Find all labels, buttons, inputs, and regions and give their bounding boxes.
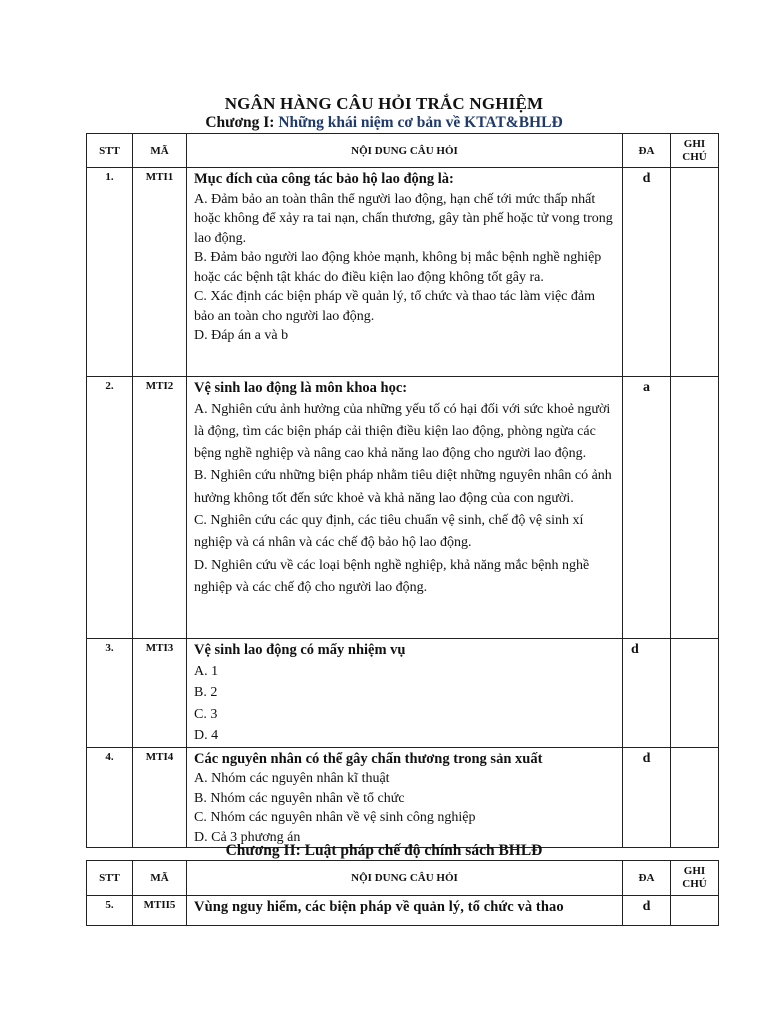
chapter-1-label: Chương I: [205,114,275,131]
header-ma: MÃ [133,861,187,896]
header-ghi-chu-line2: CHÚ [682,150,707,163]
row-ma: MTI2 [133,377,187,639]
question-text: Vệ sinh lao động có mấy nhiệm vụ [194,642,406,658]
row-note [671,168,719,377]
table-header-row [87,134,719,168]
row-stt: 3. [87,639,133,748]
table-header-row [87,861,719,896]
question-text: Vùng nguy hiểm, các biện pháp về quản lý, tổ chức và thao [194,899,564,915]
option-b: B. 2 [194,685,218,700]
header-da: ĐA [623,861,671,896]
header-ghi-chu-line1: GHI [683,137,706,150]
question-content [187,168,623,377]
option-d: D. Nghiên cứu về các loại bệnh nghề nghiệp, khả năng mắc bệnh nghề nghiệp và các chế độ cho người lao động. [194,557,590,595]
header-ghi-chu [671,861,719,896]
question-content [187,639,623,748]
chapter-1-name: Những khái niệm cơ bản về KTAT&BHLĐ [278,114,563,131]
option-b: B. Nhóm các nguyên nhân về tổ chức [194,790,405,806]
row-answer: d [623,168,671,377]
row-note [671,896,719,926]
table-row [87,377,719,639]
row-ma: MTI4 [133,747,187,848]
question-content [187,896,623,926]
option-a: A. 1 [194,663,219,679]
header-ghi-chu-line2: CHÚ [682,878,707,890]
row-answer: d [623,747,671,848]
row-stt: 4. [87,747,133,848]
question-content [187,747,623,848]
chapter-1-heading [0,114,768,132]
chapter-1-question-table [86,133,719,848]
option-c: C. Nhóm các nguyên nhân về vệ sinh công nghiệp [194,810,476,825]
row-note [671,377,719,639]
header-stt: STT [87,861,133,896]
option-c: C. Xác định các biện pháp về quản lý, tổ chức và thao tác làm việc đảm bảo an toàn cho người lao động. [194,289,595,324]
chapter-2-label: Chương II: [225,842,301,859]
header-ghi-chu-line1: GHI [683,865,706,877]
header-noi-dung: NỘI DUNG CÂU HỎI [187,134,623,168]
row-note [671,747,719,848]
document-title: NGÂN HÀNG CÂU HỎI TRẮC NGHIỆM [224,94,544,113]
table-row [87,896,719,926]
row-answer: d [623,639,671,748]
header-noi-dung: NỘI DUNG CÂU HỎI [187,861,623,896]
option-d: D. Đáp án a và b [194,328,289,343]
header-da: ĐA [623,134,671,168]
chapter-2-name: Luật pháp chế độ chính sách BHLĐ [304,842,543,859]
question-text: Vệ sinh lao động là môn khoa học: [194,380,408,396]
option-d: D. Cả 3 phương án [194,829,301,845]
header-ghi-chu [671,134,719,168]
option-a: A. Nghiên cứu ảnh hưởng của những yếu tố có hại đối với sức khoẻ người là động, tìm các biện pháp cải thiện điều kiện lao động, phòng ngừa các bệng nghề nghiệp và nâng cao khả năng lao động cho người lao động. [194,401,611,462]
row-ma: MTII5 [133,896,187,926]
option-a: A. Nhóm các nguyên nhân kĩ thuật [194,771,390,786]
option-c: C. 3 [194,706,218,722]
row-answer: d [623,896,671,926]
question-content [187,377,623,639]
chapter-2-question-table [86,860,719,926]
table-row [87,747,719,848]
header-stt: STT [87,134,133,168]
question-text: Mục đích của công tác bảo hộ lao động là: [194,171,454,187]
row-note [671,639,719,748]
option-b: B. Đảm bảo người lao động khỏe mạnh, không bị mắc bệnh nghề nghiệp hoặc các bệnh tật khác do điều kiện lao động không tốt gây ra. [194,250,602,285]
row-ma: MTI3 [133,639,187,748]
chapter-2-heading [0,842,768,860]
row-answer: a [623,377,671,639]
option-b: B. Nghiên cứu những biện pháp nhằm tiêu diệt những nguyên nhân có ảnh hưởng không tốt đến sức khoẻ và khả năng lao động của con người. [194,468,612,506]
row-stt: 5. [87,896,133,926]
row-stt: 1. [87,168,133,377]
header-ma: MÃ [133,134,187,168]
question-text: Các nguyên nhân có thể gây chấn thương trong sản xuất [194,750,543,767]
table-row [87,168,719,377]
option-c: C. Nghiên cứu các quy định, các tiêu chuẩn vệ sinh, chế độ vệ sinh xí nghiệp và cá nhân và các chế độ bảo hộ lao động. [194,512,584,551]
option-d: D. 4 [194,728,219,743]
row-stt: 2. [87,377,133,639]
row-ma: MTI1 [133,168,187,377]
option-a: A. Đảm bảo an toàn thân thể người lao động, hạn chế tới mức thấp nhất hoặc không để xảy ra tai nạn, chấn thương, gây tàn phế hoặc tử vong trong lao động. [194,191,613,246]
table-row [87,639,719,748]
